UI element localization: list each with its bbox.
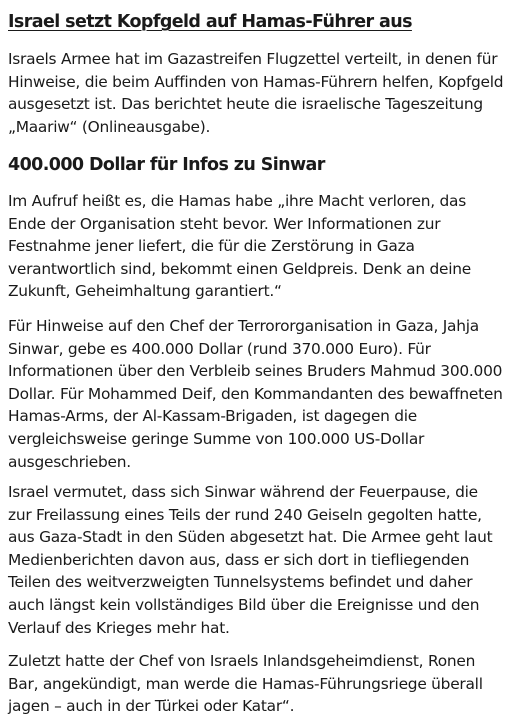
- article-subheadline: 400.000 Dollar für Infos zu Sinwar: [8, 155, 325, 175]
- paragraph-leaflet-quote: Im Aufruf heißt es, die Hamas habe „ihre Macht verloren, das Ende der Organisation steht bevor. Wer Informationen zur Festnahme jener liefert, die für die Zerstörung in Gaza verantwortlich sind, bekommt einen Geldpreis. Denk an deine Zukunft, Geheimhaltung garantiert.“: [8, 192, 471, 301]
- paragraph-ronen-bar: Zuletzt hatte der Chef von Israels Inlandsgeheimdienst, Ronen Bar, angekündigt, man werde die Hamas-Führungsriege überall jagen – auch in der Türkei oder Katar“.: [8, 652, 483, 716]
- paragraph-sinwar-location: Israel vermutet, dass sich Sinwar während der Feuerpause, die zur Freilassung eines Teils der rund 240 Geiseln gegolten hatte, aus Gaza-Stadt in den Süden abgesetzt hat. Die Armee geht laut Medienberichten davon aus, dass er sich dort in tiefliegenden Teilen des weitverzweigten Tunnelsystems befindet und daher auch längst kein vollständiges Bild über die Ereignisse und den Verlauf des Krieges mehr hat.: [8, 483, 493, 637]
- paragraph-intro: Israels Armee hat im Gazastreifen Flugzettel verteilt, in denen für Hinweise, die beim Auffinden von Hamas-Führern helfen, Kopfgeld ausgesetzt ist. Das berichtet heute die israelische Tageszeitung „Maariw“ (Onlineausgabe).: [8, 50, 504, 136]
- paragraph-bounty-amounts: Für Hinweise auf den Chef der Terrororganisation in Gaza, Jahja Sinwar, gebe es 400.000 Dollar (rund 370.000 Euro). Für Informationen über den Verbleib seines Bruders Mahmud 300.000 Dollar. Für Mohammed Deif, den Kommandanten des bewaffneten Hamas-Arms, der Al-Kassam-Brigaden, ist dagegen die vergleichsweise geringe Summe von 100.000 US-Dollar ausgeschrieben.: [8, 317, 503, 471]
- article-headline[interactable]: Israel setzt Kopfgeld auf Hamas-Führer aus: [8, 12, 412, 32]
